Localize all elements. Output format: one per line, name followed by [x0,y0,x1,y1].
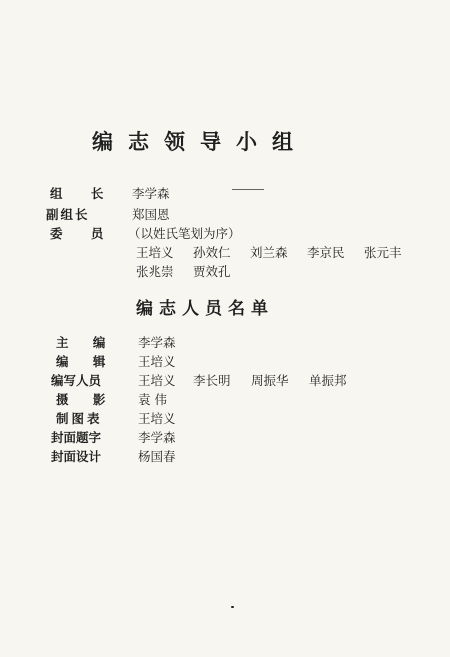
staff-name: 周振华 [251,373,289,388]
staff-name: 王培义 [138,354,176,369]
staff-role: 封面设计 [51,449,102,464]
staff-name: 李学森 [138,335,176,350]
leader-label: 组 长 [50,186,116,201]
staff-name: 王培义 [138,411,176,426]
member-name: 张元丰 [364,245,402,260]
staff-name: 杨国春 [138,449,176,464]
staff-role: 摄 影 [56,392,116,407]
member-name: 刘兰森 [250,245,288,260]
staff-role: 编 辑 [56,354,116,369]
deputy-label: 副组长 [46,207,90,222]
member-name: 王培义 [136,245,174,260]
staff-name: 王培义 [138,373,176,388]
staff-role: 编写人员 [51,373,102,388]
staff-name: 李长明 [193,373,231,388]
deputy-name: 郑国恩 [132,207,170,222]
member-name: 李京民 [307,245,345,260]
staff-role: 主 编 [56,335,116,350]
members-note: （以姓氏笔划为序） [128,226,241,241]
member-name: 张兆崇 [136,264,174,279]
stray-mark [232,189,264,190]
leader-name: 李学森 [132,186,170,201]
leading-group-title: 编志领导小组 [92,129,308,154]
member-name: 孙效仁 [193,245,231,260]
staff-role: 封面题字 [51,430,102,445]
staff-name: 袁 伟 [138,392,167,407]
member-name: 贾效孔 [193,264,231,279]
staff-list-title: 编志人员名单 [136,299,274,319]
staff-name: 单振邦 [309,373,347,388]
members-label: 委 员 [50,226,116,241]
staff-name: 李学森 [138,430,176,445]
scan-speck [231,606,234,608]
staff-role: 制图表 [56,411,103,426]
